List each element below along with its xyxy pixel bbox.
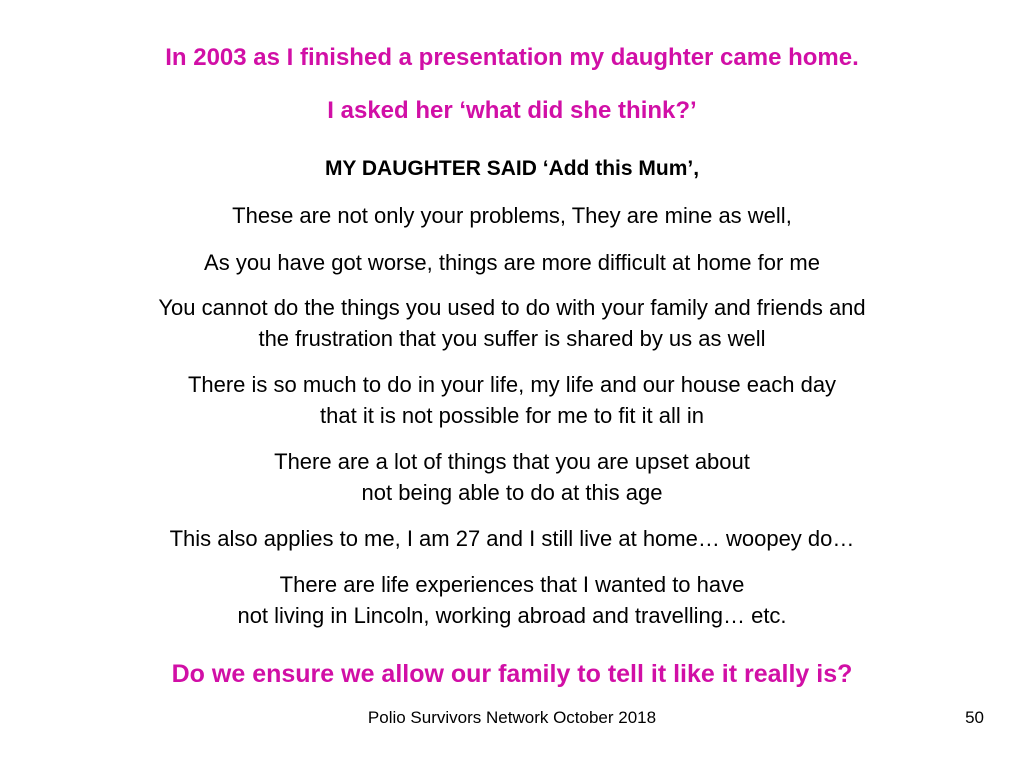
body-line: There are a lot of things that you are upset about — [274, 449, 750, 474]
body-line: that it is not possible for me to fit it all in — [320, 403, 704, 428]
body-line: As you have got worse, things are more difficult at home for me — [204, 250, 820, 275]
daughter-said-heading: MY DAUGHTER SAID ‘Add this Mum’, — [324, 157, 700, 180]
body-line: There are life experiences that I wanted to have — [279, 572, 745, 597]
body-line: There is so much to do in your life, my life and our house each day — [187, 372, 837, 397]
heading-line-1: In 2003 as I finished a presentation my daughter came home. — [165, 44, 859, 71]
page-number: 50 — [965, 708, 984, 727]
body-line: the frustration that you suffer is shared by us as well — [258, 326, 766, 351]
body-line: This also applies to me, I am 27 and I still live at home… woopey do… — [169, 526, 855, 551]
closing-question: Do we ensure we allow our family to tell it like it really is? — [171, 660, 853, 688]
body-line: You cannot do the things you used to do with your family and friends and — [158, 295, 866, 320]
footer-text: Polio Survivors Network October 2018 — [367, 708, 657, 727]
body-line: These are not only your problems, They are mine as well, — [232, 203, 792, 228]
heading-line-2: I asked her ‘what did she think?’ — [327, 97, 697, 124]
body-line: not being able to do at this age — [361, 480, 663, 505]
body-line: not living in Lincoln, working abroad and travelling… etc. — [237, 603, 787, 628]
